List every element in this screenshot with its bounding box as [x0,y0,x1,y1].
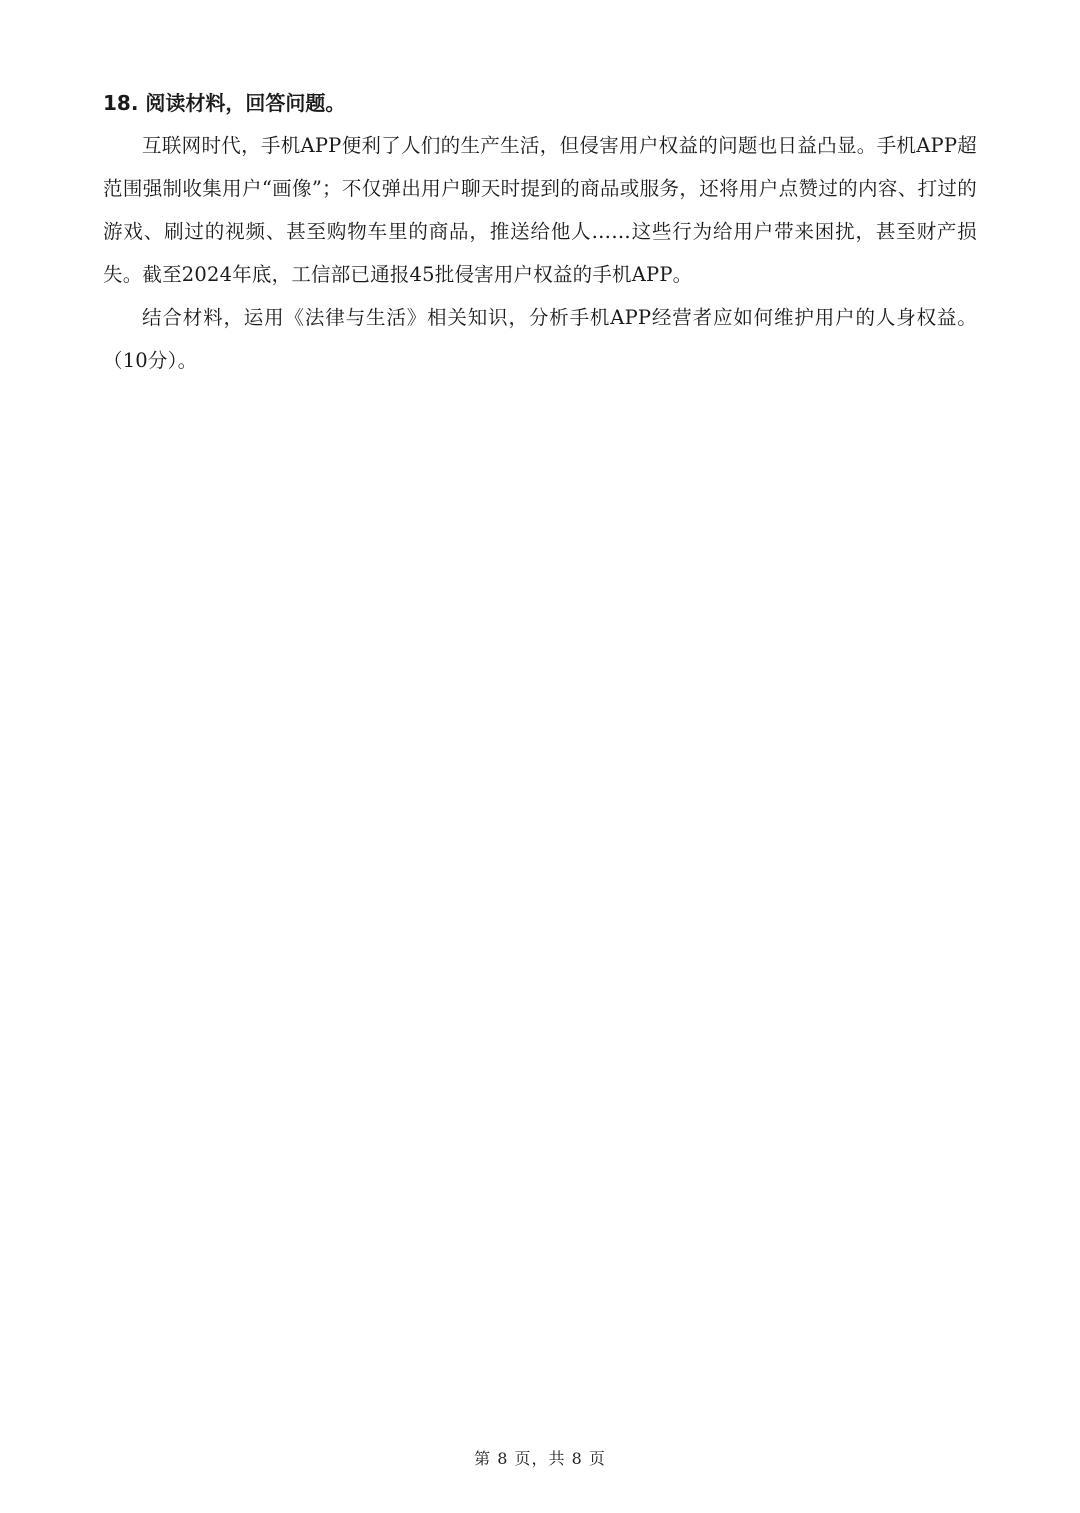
question-title: 18. 阅读材料，回答问题。 [103,91,346,115]
question-18 [103,82,977,382]
material-paragraph: 互联网时代，手机APP便利了人们的生产生活，但侵害用户权益的问题也日益凸显。手机APP超范围强制收集用户“画像”；不仅弹出用户聊天时提到的商品或服务，还将用户点赞过的内容、打过的游戏、刷过的视频、甚至购物车里的商品，推送给他人……这些行为给用户带来困扰，甚至财产损失。截至2024年底，工信部已通报45批侵害用户权益的手机APP。 [103,134,977,286]
question-prompt: 结合材料，运用《法律与生活》相关知识，分析手机APP经营者应如何维护用户的人身权益。（10分）。 [103,306,977,372]
page-number: 第 8 页，共 8 页 [474,1449,606,1468]
